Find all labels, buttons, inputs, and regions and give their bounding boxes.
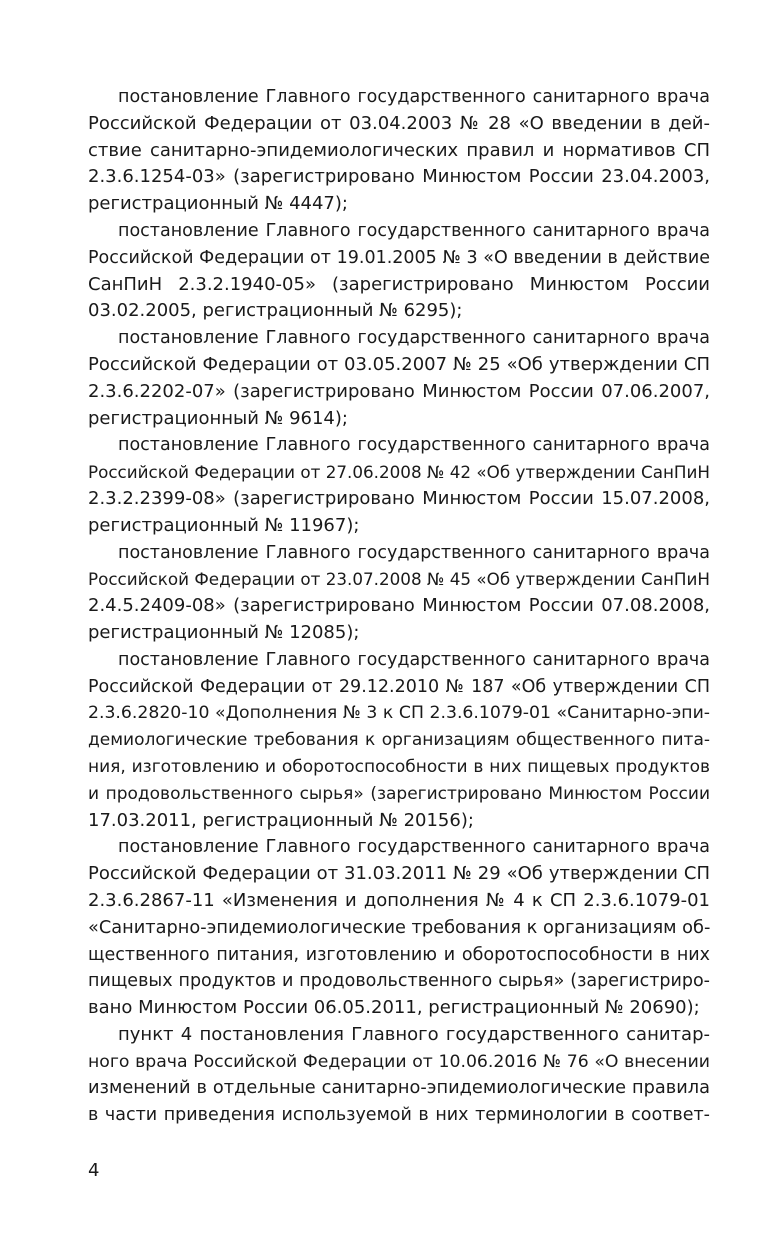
text-line: постановление Главного государственного санитарного врача: [118, 328, 710, 349]
text-line: вано Минюстом России 06.05.2011, регистрационный № 20690);: [88, 997, 700, 1019]
text-line: Российской Федерации от 29.12.2010 № 187 «Об утверждении СП: [88, 676, 710, 697]
text-line: демиологические требования к организациям общественного пита-: [88, 730, 710, 751]
text-line: 03.02.2005, регистрационный № 6295);: [88, 300, 463, 322]
text-line: «Санитарно-эпидемиологические требования к организациям об-: [88, 917, 711, 938]
paragraph: [88, 84, 710, 218]
page-number: 4: [88, 1160, 100, 1181]
text-line: постановление Главного государственного санитарного врача: [118, 435, 710, 456]
paragraph: [88, 834, 710, 1022]
text-line: 2.4.5.2409-08» (зарегистрировано Минюстом России 07.08.2008,: [88, 595, 710, 617]
text-line: постановление Главного государственного санитарного врача: [118, 837, 710, 858]
text-line: изменений в отдельные санитарно-эпидемиологические правила: [88, 1078, 710, 1099]
text-line: регистрационный № 9614);: [88, 407, 348, 429]
text-line: 2.3.2.2399-08» (зарегистрировано Минюстом России 15.07.2008,: [88, 487, 710, 509]
text-line: ного врача Российской Федерации от 10.06.2016 № 76 «О внесении: [88, 1051, 710, 1072]
text-line: 2.3.6.2202-07» (зарегистрировано Минюстом России 07.06.2007,: [88, 380, 710, 402]
text-line: щественного питания, изготовлению и оборотоспособности в них: [88, 944, 710, 965]
text-line: постановление Главного государственного санитарного врача: [118, 220, 710, 241]
document-body: [88, 84, 710, 1129]
text-line: регистрационный № 11967);: [88, 514, 360, 536]
text-line: ния, изготовлению и оборотоспособности в них пищевых продуктов: [88, 756, 710, 777]
paragraph: [88, 432, 710, 539]
text-line: Российской Федерации от 23.07.2008 № 45 «Об утверждении СанПиН: [88, 569, 710, 590]
paragraph: [88, 540, 710, 647]
text-line: регистрационный № 12085);: [88, 621, 360, 643]
text-line: 2.3.6.1254-03» (зарегистрировано Минюстом России 23.04.2003,: [88, 166, 710, 188]
text-line: пункт 4 постановления Главного государственного санитар-: [118, 1023, 710, 1045]
text-line: Российской Федерации от 03.05.2007 № 25 «Об утверждении СП: [88, 353, 710, 375]
text-line: Российской Федерации от 31.03.2011 № 29 «Об утверждении СП: [88, 863, 710, 885]
text-line: 2.3.6.2820-10 «Дополнения № 3 к СП 2.3.6.1079-01 «Санитарно-эпи-: [88, 703, 710, 724]
text-line: 17.03.2011, регистрационный № 20156);: [88, 809, 474, 831]
text-line: постановление Главного государственного санитарного врача: [118, 649, 710, 670]
paragraph: [88, 1022, 710, 1129]
text-line: ствие санитарно-эпидемиологических правил и нормативов СП: [88, 139, 710, 161]
text-line: Российской Федерации от 27.06.2008 № 42 «Об утверждении СанПиН: [88, 462, 710, 483]
text-line: 2.3.6.2867-11 «Изменения и дополнения № 4 к СП 2.3.6.1079-01: [88, 889, 710, 911]
text-line: пищевых продуктов и продовольственного сырья» (зарегистриро-: [88, 971, 710, 992]
text-line: СанПиН 2.3.2.1940-05» (зарегистрировано Минюстом России: [88, 273, 710, 295]
text-line: постановление Главного государственного санитарного врача: [118, 542, 710, 563]
text-line: Российской Федерации от 03.04.2003 № 28 «О введении в дей-: [88, 112, 710, 134]
paragraph: [88, 647, 710, 835]
text-line: регистрационный № 4447);: [88, 193, 348, 215]
text-line: постановление Главного государственного санитарного врача: [118, 87, 710, 107]
text-line: в части приведения используемой в них терминологии в соответ-: [88, 1105, 710, 1126]
text-line: и продовольственного сырья» (зарегистрировано Минюстом России: [88, 783, 710, 804]
text-line: Российской Федерации от 19.01.2005 № 3 «О введении в действие: [88, 247, 710, 268]
paragraph: [88, 325, 710, 432]
paragraph: [88, 218, 710, 325]
